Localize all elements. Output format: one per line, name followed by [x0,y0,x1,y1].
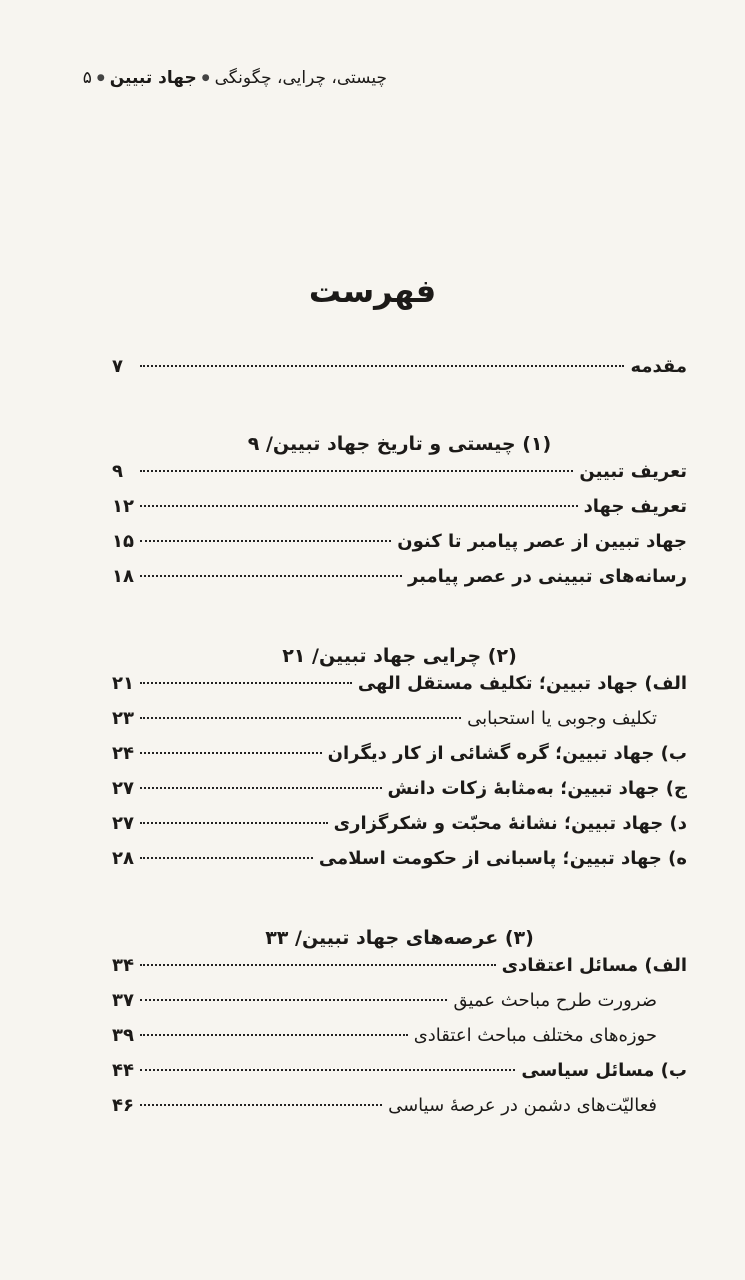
toc-entry[interactable] [112,778,687,813]
toc-entry-page: ۳۴ [112,955,134,976]
toc-entry-title: فعالیّت‌های دشمن در عرصهٔ سیاسی [388,1095,657,1116]
dot-leader [140,365,624,367]
toc-entry-page: ۳۷ [112,990,134,1011]
toc-entry-page: ۲۳ [112,708,134,729]
section-heading-1: (۱) چیستی و تاریخ جهاد تبیین/ ۹ [247,433,552,455]
toc-entry-page: ۲۸ [112,848,134,869]
toc-entry-title: تکلیف وجوبی یا استحبابی [467,708,657,729]
toc-entry-title: ه) جهاد تبیین؛ پاسبانی از حکومت اسلامی [318,848,687,869]
toc-entry-title: الف) مسائل اعتقادی [501,955,687,976]
running-header-subtitle: چیستی، چرایی، چگونگی [214,68,387,88]
toc-entry-page: ۳۹ [112,1025,134,1046]
dot-leader [140,1069,515,1071]
toc-subentry[interactable] [112,1095,687,1130]
dot-leader [140,470,573,472]
toc-subentry[interactable] [112,990,687,1025]
toc-entry-page: ۴۶ [112,1095,134,1116]
toc-entry[interactable] [112,566,687,601]
dot-leader [140,1104,382,1106]
toc-entry-page: ۷ [112,356,123,377]
toc-entry-title: رسانه‌های تبیینی در عصر پیامبر [407,566,687,587]
dot-leader [140,540,391,542]
toc-entry-page: ۹ [112,461,123,482]
dot-leader [140,682,352,684]
toc-entry-page: ۱۵ [112,531,134,552]
dot-leader [140,752,322,754]
dot-leader [140,787,382,789]
toc-entry-page: ۲۱ [112,673,134,694]
toc-entry[interactable] [112,531,687,566]
dot-leader [140,1034,408,1036]
dot-leader [140,575,402,577]
dot-leader [140,822,328,824]
toc-entry-page: ۲۴ [112,743,134,764]
toc-entry-page: ۲۷ [112,813,134,834]
toc-entry[interactable] [112,955,687,990]
section-heading-2: (۲) چرایی جهاد تبیین/ ۲۱ [282,645,517,667]
header-separator-dot-icon: ● [201,73,210,83]
page-number: ۵ [82,68,92,88]
toc-entry-title: تعریف تبیین [579,461,687,482]
toc-entry-title: الف) جهاد تبیین؛ تکلیف مستقل الهی [357,673,687,694]
dot-leader [140,505,578,507]
table-of-contents [112,356,687,1130]
running-header [82,62,387,94]
toc-entry-title: ب) مسائل سیاسی [521,1060,687,1081]
toc-entry-title: حوزه‌های مختلف مباحث اعتقادی [413,1025,657,1046]
toc-entry[interactable] [112,1060,687,1095]
dot-leader [140,857,313,859]
toc-subentry[interactable] [112,708,687,743]
toc-entry[interactable] [112,848,687,883]
toc-entry[interactable] [112,496,687,531]
toc-entry-page: ۱۸ [112,566,134,587]
toc-entry-title: د) جهاد تبیین؛ نشانهٔ محبّت و شکرگزاری [333,813,687,834]
toc-entry-page: ۴۴ [112,1060,134,1081]
toc-entry-title: ضرورت طرح مباحث عمیق [453,990,657,1011]
toc-entry-title: مقدمه [630,356,687,377]
toc-entry[interactable] [112,813,687,848]
toc-entry[interactable] [112,673,687,708]
dot-leader [140,999,447,1001]
dot-leader [140,964,496,966]
toc-entry-title: تعریف جهاد [583,496,687,517]
toc-entry[interactable] [112,743,687,778]
section-heading-3: (۳) عرصه‌های جهاد تبیین/ ۳۳ [265,927,534,949]
toc-entry-intro[interactable] [112,356,687,391]
toc-entry-title: جهاد تبیین از عصر پیامبر تا کنون [397,531,687,552]
toc-subentry[interactable] [112,1025,687,1060]
toc-entry-page: ۱۲ [112,496,134,517]
page-title: فهرست [308,272,437,310]
toc-entry-title: ج) جهاد تبیین؛ به‌مثابهٔ زکات دانش [387,778,687,799]
header-ornament-dot-icon: ● [96,73,105,83]
dot-leader [140,717,461,719]
toc-entry-page: ۲۷ [112,778,134,799]
running-header-book-title: جهاد تبیین [109,68,197,88]
toc-entry-title: ب) جهاد تبیین؛ گره گشائی از کار دیگران [327,743,687,764]
toc-entry[interactable] [112,461,687,496]
